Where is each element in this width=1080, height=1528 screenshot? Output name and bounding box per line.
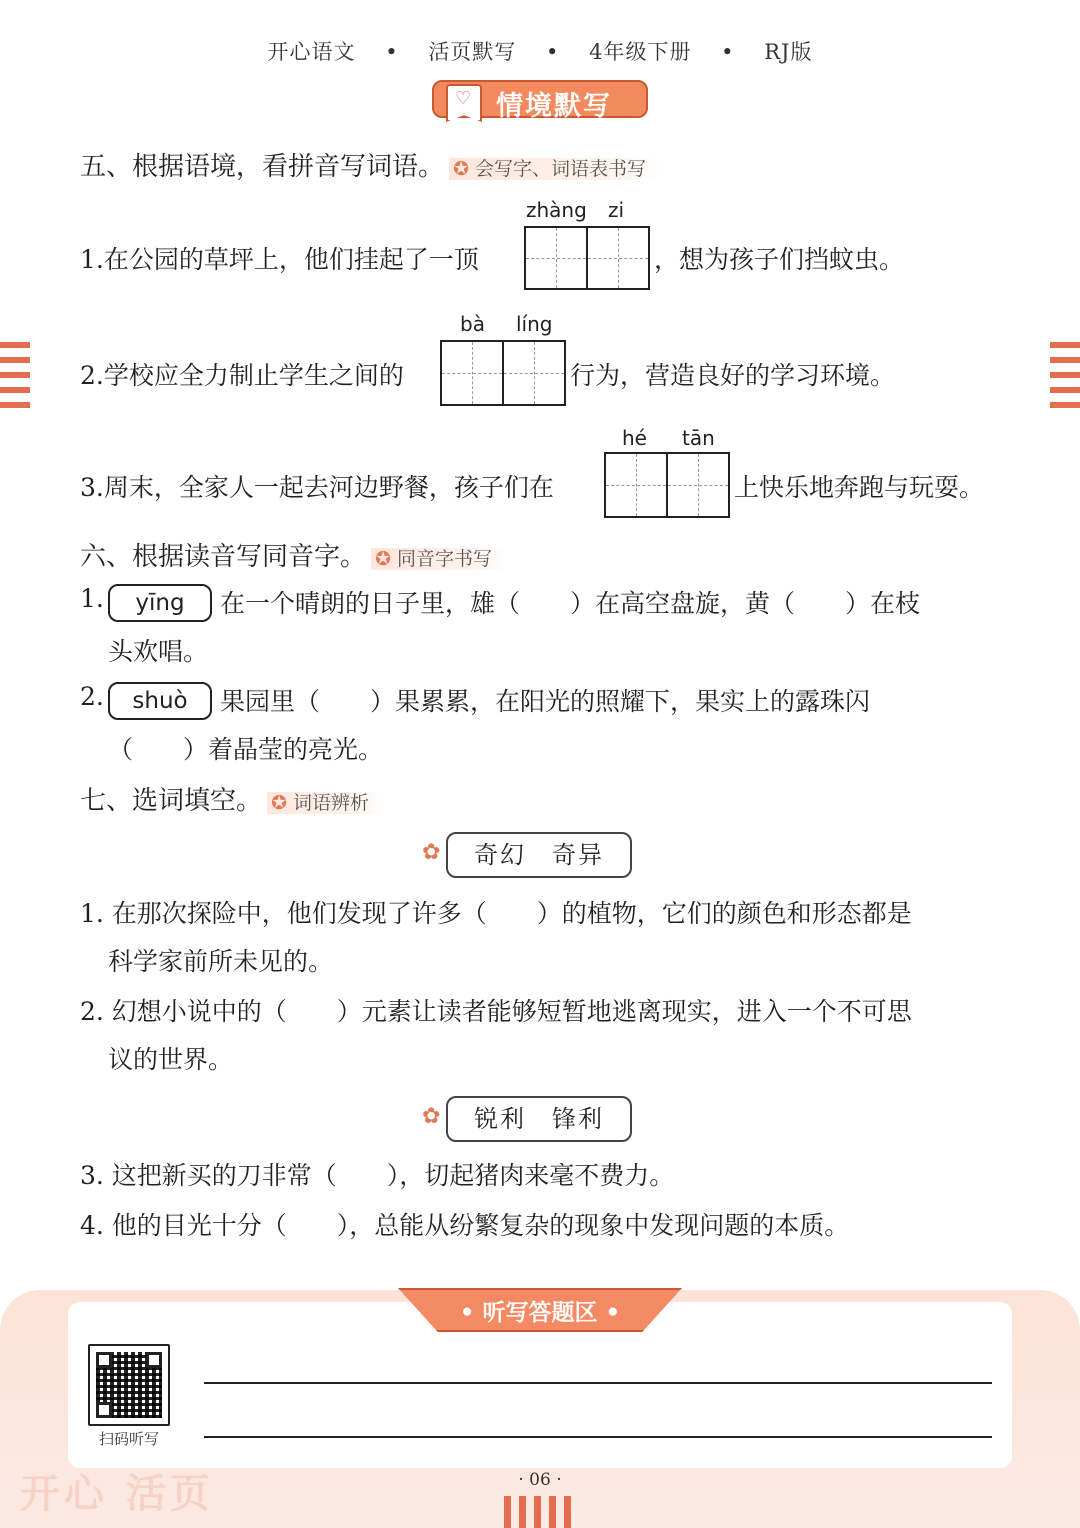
- question-text: 2. 幻想小说中的（ ）元素让读者能够短暂地逃离现实，进入一个不可思: [80, 997, 912, 1026]
- grid-cell[interactable]: [442, 342, 504, 404]
- answer-line[interactable]: [204, 1436, 992, 1438]
- header-type: 活页默写: [428, 40, 517, 64]
- writing-grid[interactable]: [604, 452, 730, 518]
- question-text-cont: （ ）着晶莹的亮光。: [108, 735, 384, 764]
- answer-line[interactable]: [204, 1382, 992, 1384]
- word-choice-box: 锐利 锋利: [446, 1096, 632, 1142]
- question-number: 1.: [80, 584, 104, 613]
- section6-tag: ✪ 同音字书写: [371, 548, 506, 570]
- question-number: 2.: [80, 682, 104, 711]
- header-book: 开心语文: [267, 40, 356, 64]
- question-text: 4. 他的目光十分（ ），总能从纷繁复杂的现象中发现问题的本质。: [80, 1211, 850, 1240]
- right-side-decoration: [1050, 342, 1080, 417]
- question-text-cont: 科学家前所未见的。: [108, 947, 334, 976]
- left-side-decoration: [0, 342, 30, 417]
- question-text-after: 行为，营造良好的学习环境。: [570, 361, 896, 390]
- banner-title: 情境默写: [496, 91, 612, 122]
- section7-tag: ✪ 词语辨析: [267, 792, 383, 814]
- question-text-after: 上快乐地奔跑与玩耍。: [734, 473, 985, 502]
- question-text: 果园里（ ）果累累，在阳光的照耀下，果实上的露珠闪: [220, 687, 871, 716]
- question-text: 3.周末，全家人一起去河边野餐，孩子们在: [80, 473, 554, 502]
- qr-finder: [96, 1352, 112, 1368]
- question-text-after: ，想为孩子们挡蚊虫。: [654, 245, 905, 274]
- question-text-cont: 议的世界。: [108, 1045, 234, 1074]
- question-text: 1. 在那次探险中，他们发现了许多（ ）的植物，它们的颜色和形态都是: [80, 899, 912, 928]
- pinyin-label: líng: [516, 312, 553, 336]
- section5-tag: ✪ 会写字、词语表书写: [449, 158, 660, 180]
- qr-finder: [146, 1352, 162, 1368]
- question-text: 2.学校应全力制止学生之间的: [80, 361, 404, 390]
- pinyin-label: bà: [460, 312, 485, 336]
- star-icon: ✪: [271, 792, 288, 814]
- grid-cell[interactable]: [606, 454, 668, 516]
- flower-icon: ✿: [422, 840, 441, 865]
- qr-finder: [96, 1402, 112, 1418]
- pinyin-box: shuò: [108, 682, 212, 720]
- section5-title: 五、根据语境，看拼音写词语。: [80, 152, 445, 182]
- pinyin-label: tān: [682, 426, 715, 450]
- book-header: 开心语文 • 活页默写 • 4年级下册 • RJ版: [267, 40, 813, 64]
- grid-cell[interactable]: [526, 228, 588, 288]
- pinyin-box: yīng: [108, 584, 212, 622]
- writing-grid[interactable]: [440, 340, 566, 406]
- word-choice-box: 奇幻 奇异: [446, 832, 632, 878]
- question-text: 1.在公园的草坪上，他们挂起了一顶: [80, 245, 479, 274]
- grid-cell[interactable]: [504, 342, 564, 404]
- pinyin-label: zi: [608, 198, 625, 222]
- header-grade: 4年级下册: [589, 40, 692, 64]
- section5-heading: [80, 146, 660, 183]
- qr-caption: 扫码听写: [98, 1430, 159, 1448]
- question-text: 3. 这把新买的刀非常（ ），切起猪肉来毫不费力。: [80, 1161, 675, 1190]
- section7-heading: [80, 780, 383, 817]
- pinyin-label: hé: [622, 426, 647, 450]
- section6-title: 六、根据读音写同音字。: [80, 542, 367, 572]
- star-icon: ✪: [453, 158, 470, 180]
- grid-cell[interactable]: [588, 228, 648, 288]
- question-text-cont: 头欢唱。: [108, 637, 209, 666]
- star-icon: ✪: [375, 548, 392, 570]
- writing-grid[interactable]: [524, 226, 650, 290]
- header-edition: RJ版: [764, 40, 813, 64]
- answer-title: • 听写答题区 •: [459, 1300, 621, 1326]
- flower-icon: ✿: [422, 1104, 441, 1129]
- heart-bookmark-icon: ♡: [455, 88, 472, 109]
- page-number: · 06 ·: [518, 1470, 562, 1490]
- brand-watermark: 开心 活页: [20, 1471, 214, 1517]
- grid-cell[interactable]: [668, 454, 728, 516]
- section7-title: 七、选词填空。: [80, 786, 263, 816]
- bottom-decoration: [504, 1496, 571, 1528]
- question-text: 在一个晴朗的日子里，雄（ ）在高空盘旋，黄（ ）在枝: [220, 589, 921, 618]
- pinyin-label: zhàng: [526, 198, 587, 222]
- section6-heading: [80, 536, 506, 573]
